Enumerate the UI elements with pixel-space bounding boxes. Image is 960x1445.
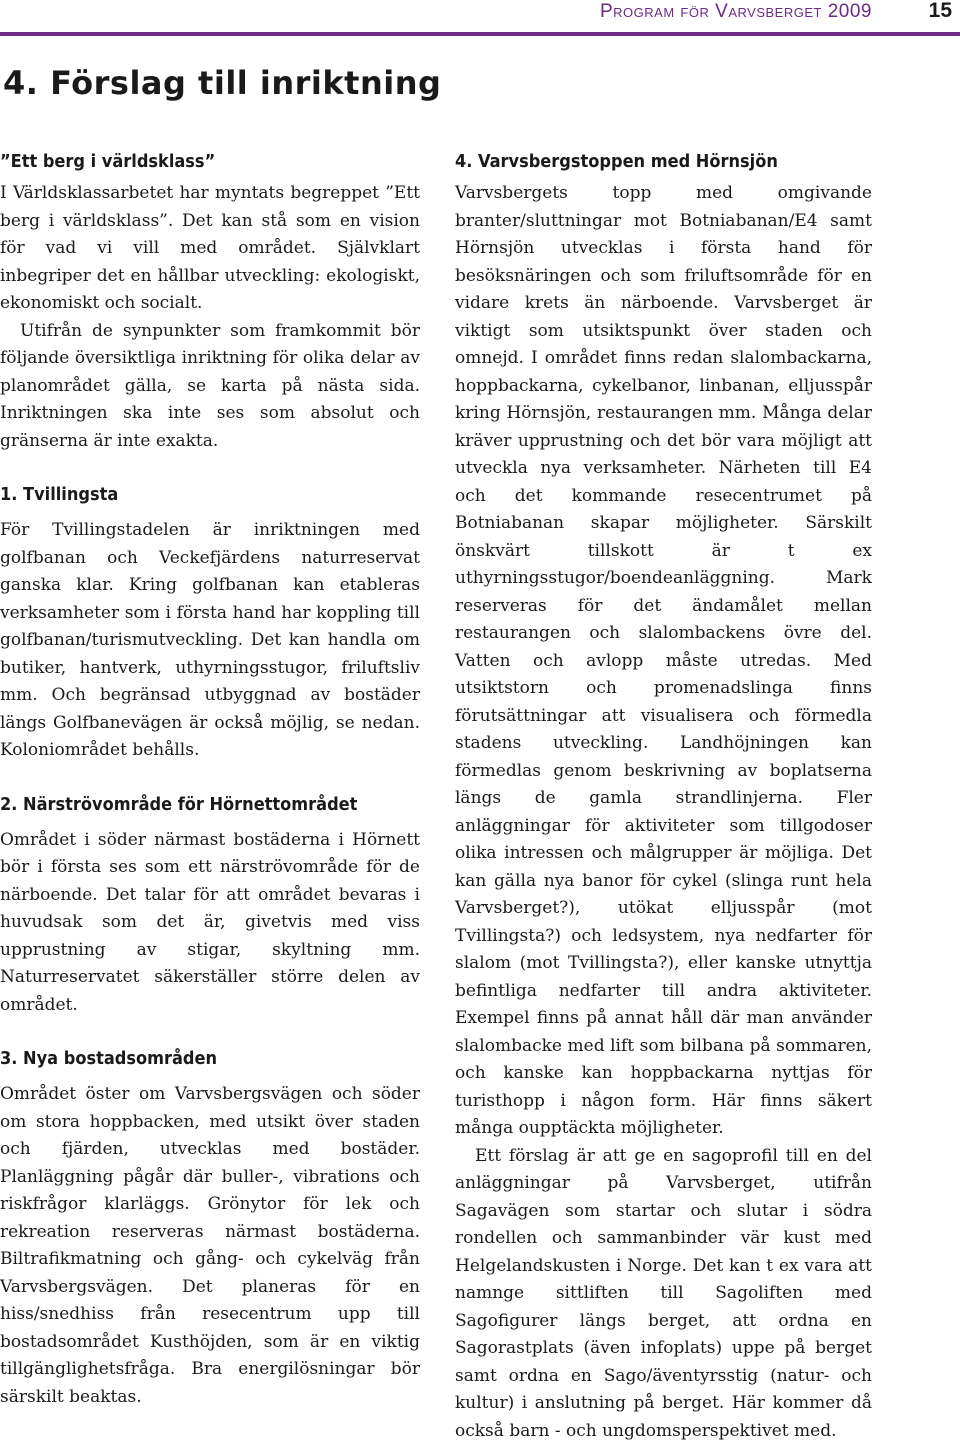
section-3-text: Området öster om Varvsbergsvägen och söder om stora hoppbacken, med utsikt över staden och fjärden, utvecklas med bostäder. Planläggning pågår där buller-, vibrations och riskfrågor klarläggs. Grönytor för lek och rekreation reserveras närmast bostäderna. Biltrafikmatning och gång- och cykelväg från Varvsbergsvägen. Det planeras för en hiss/snedhiss från resecentrum upp till bostadsområdet Kusthöjden, som är en viktig tillgänglighetsfråga. Bra energilösningar bör särskilt beaktas. [0, 1081, 420, 1411]
section-4-heading: 4. Varvsbergstoppen med Hörnsjön [455, 150, 872, 174]
header-rule [0, 32, 960, 36]
running-header-title: Program för Varvsberget 2009 [600, 1, 872, 23]
right-column [455, 150, 872, 1445]
section-2-text: Området i söder närmast bostäderna i Hörnett bör i första ses som ett närströvområde för de närboende. Det talar för att området bevaras i huvudsak som det är, givetvis med viss upprustning av stigar, skyltning mm. Naturreservatet säkerställer större delen av området. [0, 827, 420, 1020]
intro-paragraph-2: Utifrån de synpunkter som framkommit bör följande översiktliga inriktning för olika delar av planområdet gälla, se karta på nästa sida. Inriktningen ska inte ses som absolut och gränserna är inte exakta. [0, 318, 420, 456]
page-number: 15 [929, 0, 952, 23]
intro-heading: ”Ett berg i världsklass” [0, 150, 420, 174]
section-4-text: Varvsbergets topp med omgivande branter/sluttningar mot Botniabanan/E4 samt Hörnsjön utvecklas i första hand för besöksnäringen och som friluftsområde för en vidare krets än närboende. Varvsberget är viktigt som utsiktspunkt över staden och omnejd. I området finns redan slalombackarna, hoppbackarna, cykelbanor, linbanan, elljusspår kring Hörnsjön, restaurangen mm. Många delar kräver upprustning och det bör vara möjligt att utveckla nya verksamheter. Närheten till E4 och det kommande resecentrumet på Botniabanan skapar möjligheter. Särskilt önskvärt tillskott är t ex uthyrningsstugor/boendeanläggning. Mark reserveras för det ändamålet mellan restaurangen och slalombackens övre del. Vatten och avlopp måste utredas. Med utsiktstorn och promenadslinga finns förutsättningar att visualisera och förmedla stadens utveckling. Landhöjningen kan förmedlas genom beskrivning av boplatserna längs de gamla strandlinjerna. Fler anläggningar för aktiviteter som tillgodoser olika intressen och målgrupper är möjliga. Det kan gälla nya banor för cykel (slinga runt hela Varvsberget?), utökat elljusspår (mot Tvillingsta?) och ledsystem, nya nedfarter för slalom (mot Tvillingsta?), eller kanske utnyttja befintliga nedfarter till andra aktiviteter. Exempel finns på annat håll där man använder slalombacke med lift som bilbana på sommaren, och kanske kan hoppbackarna nyttjas för turisthopp i någon form. Här finns säkert många oupptäckta möjligheter. [455, 180, 872, 1143]
section-4-text-2: Ett förslag är att ge en sagoprofil till en del anläggningar på Varvsberget, utifrån Sagavägen som startar och slutar i södra rondellen och sammanbinder vär kust med Helgelandskusten i Norge. Det kan t ex vara att namnge sittliften till Sagoliften med Sagofigurer längs berget, att ordna en Sagorastplats (även infoplats) uppe på berget samt ordna en Sago/äventyrsstig (natur- och kultur) i anslutning på berget. Här kommer då också barn - och ungdomsperspektivet med. [455, 1143, 872, 1445]
section-1-heading: 1. Tvillingsta [0, 483, 420, 507]
section-1-text: För Tvillingstadelen är inriktningen med golfbanan och Veckefjärdens naturreservat ganska klar. Kring golfbanan kan etableras verksamheter som i första hand har koppling till golfbanan/turismutveckling. Det kan handla om butiker, hantverk, uthyrningsstugor, friluftsliv mm. Och begränsad utbyggnad av bostäder längs Golfbanevägen är också möjlig, se nedan. Koloniområdet behålls. [0, 517, 420, 765]
chapter-title: 4. Förslag till inriktning [3, 64, 441, 102]
section-2-heading: 2. Närströvområde för Hörnettområdet [0, 793, 420, 817]
intro-paragraph-1: I Världsklassarbetet har myntats begreppet ”Ett berg i världsklass”. Det kan stå som en vision för vad vi vill med området. Självklart inbegriper det en hållbar utveckling: ekologiskt, ekonomiskt och socialt. [0, 180, 420, 318]
page-header [0, 0, 960, 30]
left-column [0, 150, 420, 1411]
section-3-heading: 3. Nya bostadsområden [0, 1047, 420, 1071]
